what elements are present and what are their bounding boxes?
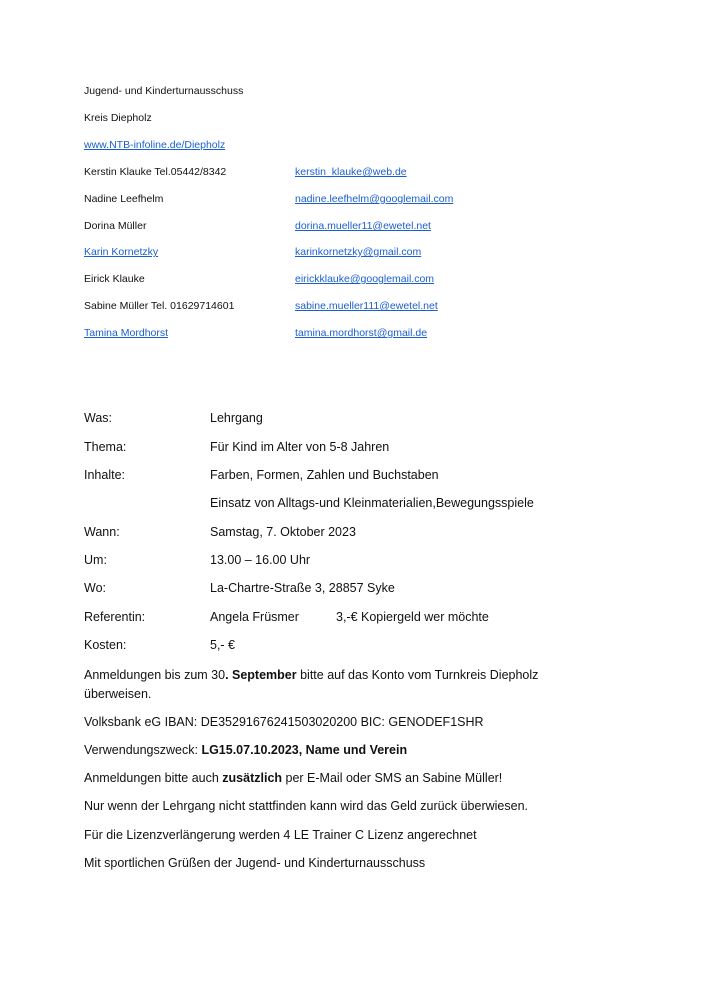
contact-row (84, 327, 644, 341)
contact-email-link[interactable]: nadine.leefhelm@googlemail.com (295, 193, 454, 205)
contact-name: Kerstin Klauke Tel.05442/8342 (84, 166, 227, 178)
website-link[interactable]: www.NTB-infoline.de/Diepholz (84, 139, 226, 151)
payment-reference (84, 741, 584, 760)
text: per E-Mail oder SMS an Sabine Müller! (282, 771, 503, 785)
contact-email-link[interactable]: karinkornetzky@gmail.com (295, 246, 422, 258)
contact-name: Dorina Müller (84, 220, 147, 232)
text: Anmeldungen bis zum 30 (84, 668, 226, 682)
contact-name: Nadine Leefhelm (84, 193, 164, 205)
closing-greeting: Mit sportlichen Grüßen der Jugend- und Kinderturnausschuss (84, 856, 426, 870)
contact-email-link[interactable]: eirickklauke@googlemail.com (295, 273, 435, 285)
contact-name: Eirick Klauke (84, 273, 145, 285)
text: Verwendungszweck: (84, 743, 202, 757)
license-note: Für die Lizenzverlängerung werden 4 LE Trainer C Lizenz angerechnet (84, 828, 477, 842)
detail-label: Kosten: (84, 638, 127, 652)
detail-label: Was: (84, 411, 113, 425)
bold-text: . September (225, 668, 297, 682)
contact-row (84, 166, 644, 180)
sms-note (84, 769, 584, 788)
contact-email-link[interactable]: kerstin_klauke@web.de (295, 166, 407, 178)
detail-value: Angela Früsmer (210, 610, 299, 624)
refund-note: Nur wenn der Lehrgang nicht stattfinden kann wird das Geld zurück überwiesen. (84, 799, 529, 813)
detail-label: Wo: (84, 581, 106, 595)
contact-row (84, 220, 644, 234)
detail-value: Für Kind im Alter von 5-8 Jahren (210, 440, 390, 454)
district-name: Kreis Diepholz (84, 112, 152, 124)
contact-row (84, 300, 644, 314)
contact-row (84, 273, 644, 287)
detail-value: Samstag, 7. Oktober 2023 (210, 525, 356, 539)
detail-value: Einsatz von Alltags-und Kleinmaterialien,Bewegungsspiele (210, 496, 534, 510)
bold-text: zusätzlich (222, 771, 283, 785)
detail-value: 13.00 – 16.00 Uhr (210, 553, 311, 567)
detail-label: Um: (84, 553, 107, 567)
detail-label: Wann: (84, 525, 120, 539)
contact-email-link[interactable]: sabine.mueller111@ewetel.net (295, 300, 438, 312)
text: bitte auf das Konto vom Turnkreis Diepholz überweisen. (84, 668, 539, 701)
bold-text: LG15.07.10.2023, Name und Verein (201, 743, 408, 757)
contact-name: Sabine Müller Tel. 01629714601 (84, 300, 235, 312)
contact-row (84, 246, 644, 260)
contact-email-link[interactable]: dorina.mueller11@ewetel.net (295, 220, 431, 232)
org-name: Jugend- und Kinderturnausschuss (84, 85, 244, 97)
contact-name-link[interactable]: Karin Kornetzky (84, 246, 159, 258)
detail-value: La-Chartre-Straße 3, 28857 Syke (210, 581, 395, 595)
contact-row (84, 193, 644, 207)
detail-label: Inhalte: (84, 468, 126, 482)
detail-label: Thema: (84, 440, 127, 454)
text: Anmeldungen bitte auch (84, 771, 223, 785)
detail-value: Lehrgang (210, 411, 263, 425)
registration-note (84, 666, 584, 704)
detail-extra: 3,-€ Kopiergeld wer möchte (336, 610, 489, 624)
contact-email-link[interactable]: tamina.mordhorst@gmail.de (295, 327, 428, 339)
detail-value: Farben, Formen, Zahlen und Buchstaben (210, 468, 439, 482)
contact-name-link[interactable]: Tamina Mordhorst (84, 327, 169, 339)
detail-label: Referentin: (84, 610, 146, 624)
bank-details: Volksbank eG IBAN: DE35291676241503020200 BIC: GENODEF1SHR (84, 715, 484, 729)
detail-value: 5,- € (210, 638, 236, 652)
